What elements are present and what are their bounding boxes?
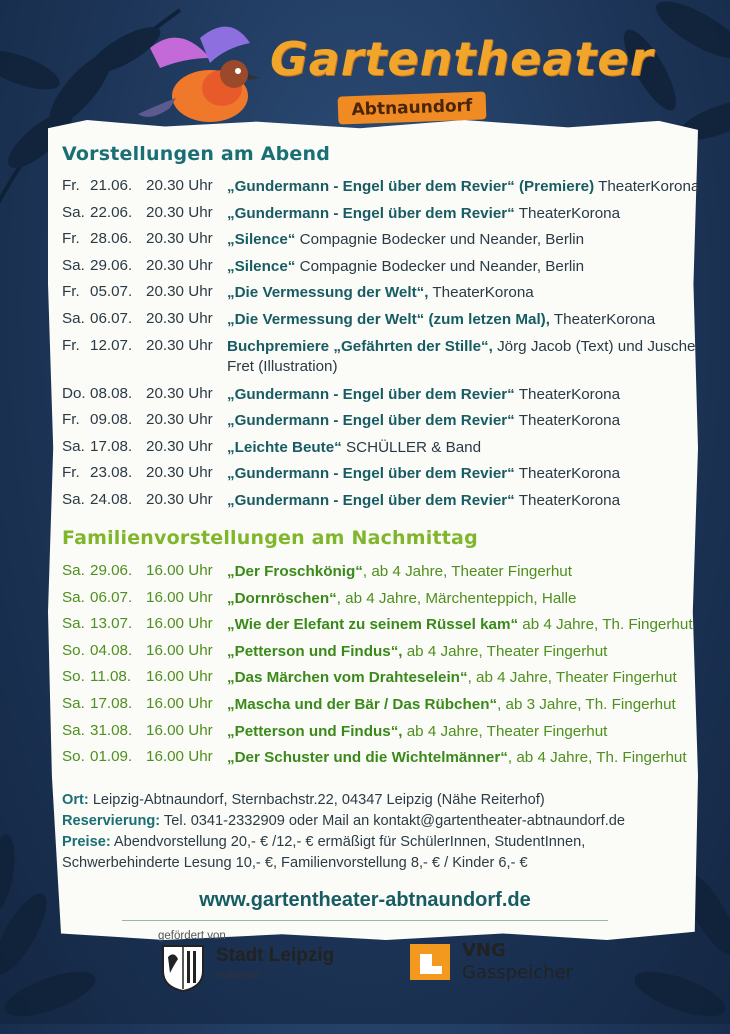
event-info: [227, 589, 707, 609]
event-title: „Die Vermessung der Welt“,: [227, 284, 429, 302]
event-title: „Gundermann - Engel über dem Revier“: [227, 385, 515, 403]
prices-label: Preise:: [62, 834, 111, 850]
event-day: Fr.: [62, 283, 80, 301]
event-date: 09.08.: [90, 411, 133, 429]
event-time: 16.00 Uhr: [146, 694, 213, 712]
event-time: 20.30 Uhr: [146, 384, 213, 402]
event-info: [227, 438, 707, 458]
event-day: Sa.: [62, 562, 85, 579]
event-info: [227, 722, 707, 742]
event-date: 11.08.: [90, 668, 132, 686]
event-title: „Wie der Elefant zu seinem Rüssel kam“: [227, 616, 519, 634]
event-date: 05.07.: [90, 283, 133, 301]
event-detail: TheaterKorona: [514, 412, 621, 430]
event-day: So.: [62, 748, 85, 766]
leipzig-crest-icon: [160, 943, 206, 993]
event-day: Sa.: [62, 615, 85, 633]
event-title: „Der Schuster und die Wichtelmänner“: [227, 749, 508, 767]
divider: [122, 920, 608, 921]
event-title: „Gundermann - Engel über dem Revier“ (Premiere): [227, 178, 595, 195]
reservation-text: Tel. 0341-2332909 oder Mail an kontakt@gartentheater-abtnaundorf.de: [160, 813, 625, 829]
event-detail: ab 4 Jahre, Theater Fingerhut: [402, 722, 608, 740]
event-title: „Petterson und Findus“,: [227, 642, 403, 660]
location-text: Leipzig-Abtnaundorf, Sternbachstr.22, 04347 Leipzig (Nähe Reiterhof): [88, 792, 545, 808]
reservation-line: [62, 811, 702, 832]
evening-section-title: Vorstellungen am Abend: [62, 143, 331, 165]
event-date: 29.06.: [90, 562, 133, 579]
event-time: 20.30 Uhr: [146, 490, 213, 508]
event-date: 31.08.: [90, 721, 133, 739]
location-label: Ort:: [62, 792, 89, 808]
event-info: [227, 204, 707, 224]
event-day: Fr.: [62, 336, 80, 354]
event-time: 20.30 Uhr: [146, 464, 213, 482]
event-info: [227, 615, 707, 635]
event-time: 20.30 Uhr: [146, 230, 213, 248]
event-date: 13.07.: [90, 615, 133, 633]
event-time: 20.30 Uhr: [146, 336, 213, 354]
event-time: 16.00 Uhr: [146, 562, 213, 579]
website-link[interactable]: www.gartentheater-abtnaundorf.de: [199, 889, 531, 911]
event-info: [227, 177, 707, 197]
event-info: [227, 748, 707, 768]
sponsor-gasspeicher: Gasspeicher: [462, 962, 574, 983]
event-detail: , ab 4 Jahre, Märchenteppich, Halle: [336, 589, 577, 607]
event-info: [227, 230, 707, 250]
logo: [130, 18, 654, 130]
logo-title: Gartentheater: [270, 32, 654, 86]
event-date: 06.07.: [90, 309, 133, 327]
vng-logo-icon: [408, 940, 452, 984]
event-detail: , ab 3 Jahre, Th. Fingerhut: [497, 695, 676, 713]
event-title: „Das Märchen vom Drahteselein“: [227, 669, 468, 687]
event-title: Buchpremiere „Gefährten der Stille“,: [227, 337, 493, 355]
event-date: 04.08.: [90, 641, 133, 659]
event-date: 29.06.: [90, 256, 133, 274]
event-detail: Compagnie Bodecker und Neander, Berlin: [295, 231, 585, 249]
event-time: 20.30 Uhr: [146, 177, 213, 194]
event-detail: TheaterKorona: [514, 491, 621, 509]
prices-line: [62, 832, 702, 874]
event-title: „Gundermann - Engel über dem Revier“: [227, 491, 515, 509]
event-day: Sa.: [62, 694, 85, 712]
event-day: Sa.: [62, 721, 85, 739]
event-info: [227, 310, 707, 330]
sponsor-kulturamt: Kulturamt: [216, 970, 259, 981]
info-block: [62, 790, 702, 874]
location-line: [62, 790, 702, 811]
event-date: 24.08.: [90, 490, 133, 508]
event-title: „Gundermann - Engel über dem Revier“: [227, 204, 515, 222]
prices-text: Abendvorstellung 20,- € /12,- € ermäßigt für SchülerInnen, StudentInnen, Schwerbehinderte Lesung 10,- €, Familienvorstellung 8,- € / Kinder 6,- €: [62, 834, 586, 871]
event-date: 01.09.: [90, 748, 133, 766]
event-time: 16.00 Uhr: [146, 588, 213, 606]
event-detail: Compagnie Bodecker und Neander, Berlin: [295, 257, 585, 275]
event-time: 20.30 Uhr: [146, 411, 213, 429]
event-date: 23.08.: [90, 464, 133, 482]
event-date: 28.06.: [90, 230, 133, 248]
event-date: 06.07.: [90, 588, 133, 606]
event-time: 20.30 Uhr: [146, 309, 213, 327]
bird-icon: [130, 18, 270, 130]
event-day: Do.: [62, 384, 86, 402]
event-info: [227, 642, 707, 662]
event-day: Fr.: [62, 177, 80, 194]
event-title: „Petterson und Findus“,: [227, 722, 403, 740]
event-info: [227, 562, 707, 582]
event-detail: , ab 4 Jahre, Theater Fingerhut: [467, 669, 677, 687]
event-day: Fr.: [62, 411, 80, 429]
event-day: Sa.: [62, 309, 85, 327]
event-time: 20.30 Uhr: [146, 256, 213, 274]
event-title: „Silence“: [227, 257, 296, 275]
event-info: [227, 385, 707, 405]
event-time: 16.00 Uhr: [146, 721, 213, 739]
family-section-title: Familienvorstellungen am Nachmittag: [62, 527, 478, 549]
event-time: 20.30 Uhr: [146, 437, 213, 455]
event-info: [227, 491, 707, 511]
event-day: Sa.: [62, 588, 85, 606]
event-detail: TheaterKorona: [514, 385, 621, 403]
event-title: „Leichte Beute“: [227, 438, 342, 456]
event-day: Sa.: [62, 203, 85, 221]
event-title: „Dornröschen“: [227, 589, 337, 607]
event-info: [227, 411, 707, 431]
event-detail: ab 4 Jahre, Theater Fingerhut: [402, 642, 608, 660]
event-day: Sa.: [62, 256, 85, 274]
sponsor-note: gefördert von: [158, 930, 226, 942]
logo-subtitle: Abtnaundorf: [338, 91, 487, 124]
event-detail: Jörg Jacob (Text) und Jusche Fret (Illustration): [227, 337, 696, 375]
event-title: „Gundermann - Engel über dem Revier“: [227, 465, 515, 483]
event-day: Sa.: [62, 490, 85, 508]
event-date: 22.06.: [90, 203, 133, 221]
event-detail: TheaterKorona: [514, 465, 621, 483]
event-detail: , ab 4 Jahre, Th. Fingerhut: [507, 749, 687, 767]
event-info: [227, 337, 707, 377]
event-date: 21.06.: [90, 177, 133, 194]
event-title: „Die Vermessung der Welt“ (zum letzen Mal),: [227, 310, 550, 328]
event-info: [227, 257, 707, 277]
event-day: So.: [62, 668, 85, 686]
event-info: [227, 695, 707, 715]
event-day: Fr.: [62, 230, 80, 248]
event-detail: TheaterKorona: [594, 178, 700, 195]
event-title: „Gundermann - Engel über dem Revier“: [227, 412, 515, 430]
event-detail: TheaterKorona: [428, 284, 534, 302]
event-info: [227, 283, 707, 303]
reservation-label: Reservierung:: [62, 813, 161, 829]
event-time: 16.00 Uhr: [146, 615, 213, 633]
event-date: 17.08.: [90, 694, 133, 712]
event-day: So.: [62, 641, 85, 659]
event-detail: TheaterKorona: [549, 310, 656, 328]
event-date: 17.08.: [90, 437, 133, 455]
event-detail: TheaterKorona: [514, 204, 621, 222]
sponsor-leipzig: Stadt Leipzig: [216, 945, 335, 966]
sponsor-vng: VNG: [462, 940, 506, 961]
event-title: „Silence“: [227, 231, 296, 249]
event-title: „Der Froschkönig“: [227, 563, 363, 580]
event-time: 16.00 Uhr: [146, 748, 213, 766]
event-info: [227, 668, 707, 688]
event-detail: SCHÜLLER & Band: [341, 438, 482, 456]
event-title: „Mascha und der Bär / Das Rübchen“: [227, 695, 498, 713]
event-day: Sa.: [62, 437, 85, 455]
event-time: 16.00 Uhr: [146, 641, 213, 659]
event-time: 20.30 Uhr: [146, 203, 213, 221]
event-date: 08.08.: [90, 384, 133, 402]
event-info: [227, 464, 707, 484]
event-time: 16.00 Uhr: [146, 668, 213, 686]
event-day: Fr.: [62, 464, 80, 482]
event-detail: ab 4 Jahre, Th. Fingerhut: [518, 616, 693, 634]
event-date: 12.07.: [90, 336, 133, 354]
event-time: 20.30 Uhr: [146, 283, 213, 301]
event-detail: , ab 4 Jahre, Theater Fingerhut: [362, 563, 572, 580]
